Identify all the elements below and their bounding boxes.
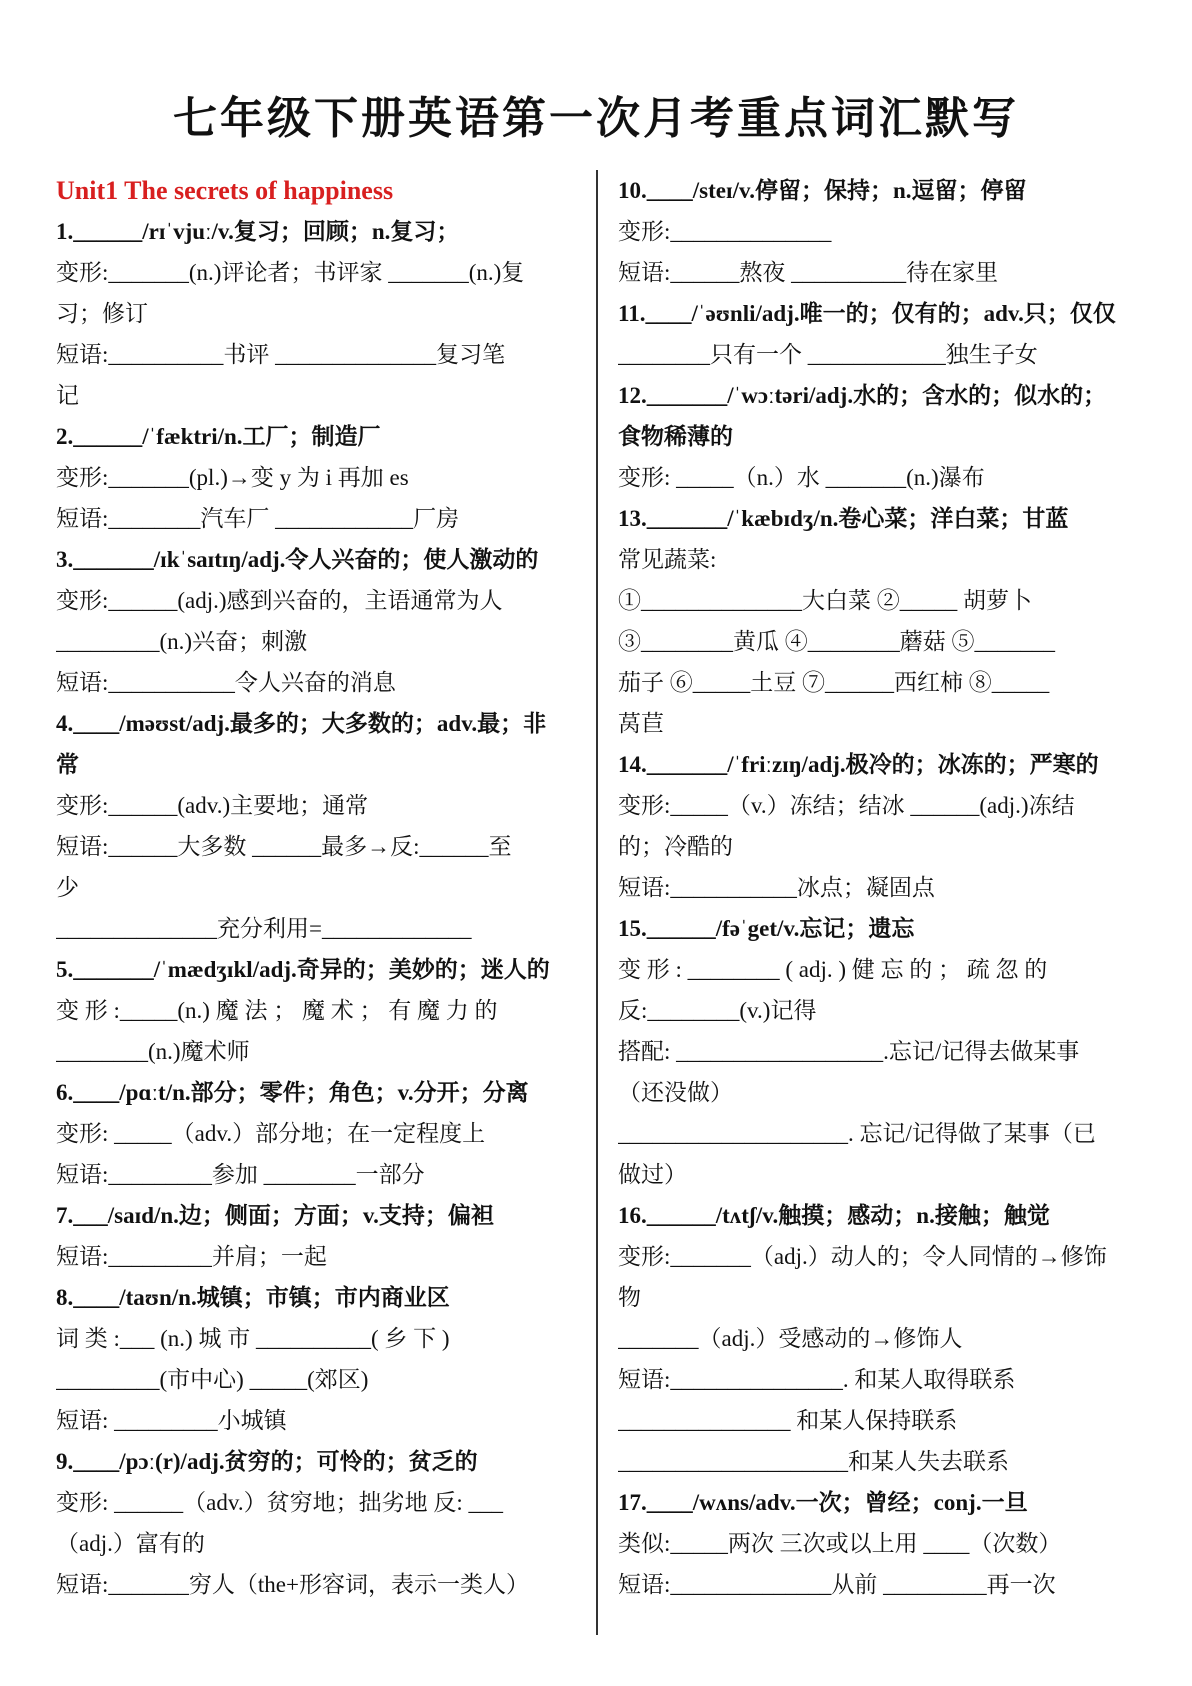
worksheet-line: （还没做） xyxy=(618,1080,733,1105)
worksheet-line: 变形: _____（adv.）部分地；在一定程度上 xyxy=(56,1121,486,1146)
worksheet-line: 短语:__________书评 ______________复习笔 xyxy=(56,342,506,367)
worksheet-line: _________(市中心) _____(郊区) xyxy=(56,1367,369,1392)
worksheet-line: 变形:_____（v.）冻结；结冰 ______(adj.)冻结 xyxy=(618,793,1075,818)
vocab-entry-heading: 5._______/ˈmædʒɪkl/adj.奇异的；美妙的；迷人的 xyxy=(56,957,550,982)
worksheet-line: 常见蔬菜: xyxy=(618,547,717,572)
worksheet-line: 短语:________汽车厂 ____________厂房 xyxy=(56,506,460,531)
vocab-entry-heading: 9.____/pɔː(r)/adj.贫穷的；可怜的；贫乏的 xyxy=(56,1449,478,1474)
worksheet-line: 变形:_______（adj.）动人的；令人同情的→修饰 xyxy=(618,1244,1107,1269)
vocab-entry-heading: 4.____/məʊst/adj.最多的；大多数的；adv.最；非 xyxy=(56,711,547,736)
worksheet-line: 做过） xyxy=(618,1162,687,1187)
worksheet-line: 短语:______________从前 _________再一次 xyxy=(618,1572,1056,1597)
vocab-entry-heading: 10.____/steɪ/v.停留；保持；n.逗留；停留 xyxy=(618,178,1027,203)
worksheet-line: 短语:_________并肩；一起 xyxy=(56,1244,327,1269)
vocab-entry-heading: 7.___/saɪd/n.边；侧面；方面；v.支持；偏袒 xyxy=(56,1203,494,1228)
vocab-entry-heading: 13._______/ˈkæbɪdʒ/n.卷心菜；洋白菜；甘蓝 xyxy=(618,506,1069,531)
unit-heading: Unit1 The secrets of happiness xyxy=(56,176,394,205)
vocab-entry-heading: 14._______/ˈfriːzɪŋ/adj.极冷的；冰冻的；严寒的 xyxy=(618,752,1099,777)
worksheet-line: （adj.）富有的 xyxy=(56,1531,205,1556)
worksheet-line: 短语:______大多数 ______最多→反:______至 xyxy=(56,834,512,859)
worksheet-line: 变形: _____（n.）水 _______(n.)瀑布 xyxy=(618,465,985,490)
worksheet-line: 变形:_______(pl.)→变 y 为 i 再加 es xyxy=(56,465,409,490)
worksheet-line: 变 形 :_____(n.) 魔 法 ； 魔 术 ； 有 魔 力 的 xyxy=(56,998,498,1023)
worksheet-line: 类似:_____两次 三次或以上用 ____（次数） xyxy=(618,1531,1062,1556)
worksheet-line: 记 xyxy=(56,383,79,408)
worksheet-line: 短语:___________冰点；凝固点 xyxy=(618,875,935,900)
worksheet-line: 变形: ______（adv.）贫穷地；拙劣地 反: ___ xyxy=(56,1490,503,1515)
page-title: 七年级下册英语第一次月考重点词汇默写 xyxy=(173,93,1019,144)
worksheet-line: 短语: _________小城镇 xyxy=(56,1408,287,1433)
worksheet-line: ③________黄瓜 ④________蘑菇 ⑤_______ xyxy=(618,629,1055,654)
worksheet-line: _______________ 和某人保持联系 xyxy=(618,1408,958,1433)
worksheet-line: ①______________大白菜 ②_____ 胡萝卜 xyxy=(618,588,1032,613)
worksheet-line: 搭配: __________________.忘记/记得去做某事 xyxy=(618,1039,1080,1064)
vocab-entry-heading: 15.______/fəˈget/v.忘记；遗忘 xyxy=(618,916,915,941)
vocab-entry-heading: 1.______/rɪˈvjuː/v.复习；回顾；n.复习； xyxy=(56,219,460,244)
left-column xyxy=(56,170,576,1605)
worksheet-line: 变 形 : ________ ( adj. ) 健 忘 的 ； 疏 忽 的 xyxy=(618,957,1048,982)
vocab-entry-heading: 11.____/ˈəʊnli/adj.唯一的；仅有的；adv.只；仅仅 xyxy=(618,301,1116,326)
worksheet-line: 少 xyxy=(56,875,79,900)
right-column xyxy=(618,170,1138,1605)
worksheet-line: 变形:______(adv.)主要地；通常 xyxy=(56,793,369,818)
worksheet-line: 物 xyxy=(618,1285,641,1310)
vocab-entry-heading: 17.____/wʌns/adv.一次；曾经；conj.一旦 xyxy=(618,1490,1028,1515)
worksheet-line: 的；冷酷的 xyxy=(618,834,733,859)
worksheet-line: 变形:______(adj.)感到兴奋的，主语通常为人 xyxy=(56,588,503,613)
vocab-entry-heading: 2.______/ˈfæktri/n.工厂；制造厂 xyxy=(56,424,381,449)
worksheet-line: 茄子 ⑥_____土豆 ⑦______西红柿 ⑧_____ xyxy=(618,670,1050,695)
vocab-entry-heading: 常 xyxy=(56,752,79,777)
worksheet-line: ________只有一个 ____________独生子女 xyxy=(618,342,1038,367)
vocab-entry-heading: 16.______/tʌtʃ/v.触摸；感动；n.接触；触觉 xyxy=(618,1203,1050,1228)
worksheet-line: 变形:_______(n.)评论者；书评家 _______(n.)复 xyxy=(56,260,525,285)
worksheet-line: 短语:___________令人兴奋的消息 xyxy=(56,670,396,695)
worksheet-line: 变形:______________ xyxy=(618,219,832,244)
worksheet-line: 词 类 :___ (n.) 城 市 __________( 乡 下 ) xyxy=(56,1326,450,1351)
vocab-entry-heading: 12._______/ˈwɔːtəri/adj.水的；含水的；似水的； xyxy=(618,383,1107,408)
vocab-entry-heading: 食物稀薄的 xyxy=(618,424,733,449)
worksheet-line: 短语:_________参加 ________一部分 xyxy=(56,1162,425,1187)
worksheet-line: ____________________和某人失去联系 xyxy=(618,1449,1009,1474)
worksheet-line: 短语:______熬夜 __________待在家里 xyxy=(618,260,999,285)
vocab-entry-heading: 3._______/ɪkˈsaɪtɪŋ/adj.令人兴奋的；使人激动的 xyxy=(56,547,539,572)
worksheet-line: ________(n.)魔术师 xyxy=(56,1039,250,1064)
worksheet-line: 反:________(v.)记得 xyxy=(618,998,817,1023)
worksheet-line: ______________充分利用=_____________ xyxy=(56,916,472,941)
worksheet-line: _________(n.)兴奋；刺激 xyxy=(56,629,308,654)
vocab-entry-heading: 8.____/taʊn/n.城镇；市镇；市内商业区 xyxy=(56,1285,450,1310)
vocab-entry-heading: 6.____/pɑːt/n.部分；零件；角色；v.分开；分离 xyxy=(56,1080,529,1105)
worksheet-line: 短语:_______________. 和某人取得联系 xyxy=(618,1367,1016,1392)
column-divider xyxy=(596,170,598,1635)
worksheet-line: 短语:_______穷人（the+形容词，表示一类人） xyxy=(56,1572,529,1597)
worksheet-line: 莴苣 xyxy=(618,711,664,736)
worksheet-line: 习；修订 xyxy=(56,301,148,326)
worksheet-line: ____________________. 忘记/记得做了某事（已 xyxy=(618,1121,1096,1146)
worksheet-line: _______（adj.）受感动的→修饰人 xyxy=(618,1326,963,1351)
